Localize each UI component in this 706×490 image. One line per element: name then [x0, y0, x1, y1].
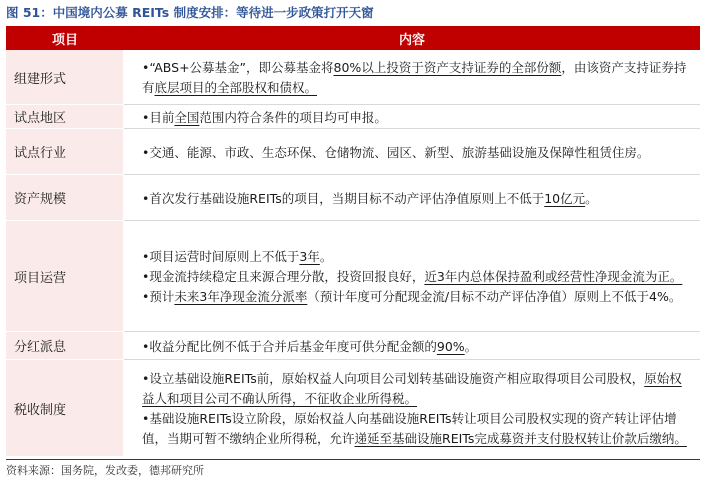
- content-bullet: [142, 189, 688, 209]
- row-label: 项目运营: [6, 221, 124, 332]
- underlined-text: 10亿元: [544, 190, 586, 206]
- content-bullet: [142, 287, 688, 307]
- header-item: 项目: [6, 27, 124, 50]
- content-text: •“ABS+公募基金”，即公募基金将: [142, 60, 334, 75]
- content-text: •设立基础设施REITs前，原始权益人向项目公司划转基础设施资产相应取得项目公司股权，: [142, 371, 645, 386]
- content-text: •项目运营时间原则上不低于: [142, 249, 300, 264]
- figure-title: 图 51：中国境内公募 REITs 制度安排：等待进一步政策打开天窗: [6, 5, 374, 20]
- row-content: [124, 50, 700, 105]
- row-content: [124, 105, 700, 129]
- content-text: •首次发行基础设施REITs的项目，当期目标不动产评估净值原则上不低于: [142, 190, 545, 206]
- content-bullet: [142, 369, 688, 409]
- content-bullet: [142, 143, 688, 163]
- row-label: 资产规模: [6, 175, 124, 221]
- content-text: •交通、能源、市政、生态环保、仓储物流、园区、新型、旅游基础设施及保障性租赁住房。: [142, 144, 650, 160]
- content-text: 。: [464, 338, 478, 354]
- content-bullet: [142, 337, 688, 357]
- content-text: 范围内符合条件的项目均可申报。: [199, 109, 387, 125]
- underlined-text: 3年: [299, 249, 320, 264]
- underlined-text: 全国: [174, 109, 200, 125]
- row-label: 试点地区: [6, 105, 124, 129]
- content-bullet: [142, 267, 688, 287]
- content-text: •基础设施REITs设立阶段，原始权益人向基础设施REITs转让项目公司股权实现的资产转让评估增值，当期可暂不缴纳企业所得税，允许: [142, 411, 677, 446]
- underlined-text: 未来3年净现金流分派率: [174, 289, 308, 304]
- row-content: [124, 221, 700, 332]
- content-text: •目前: [142, 109, 175, 125]
- content-text: 。: [319, 249, 333, 264]
- underlined-text: 90%: [436, 338, 465, 354]
- row-content: [124, 332, 700, 360]
- row-label: 组建形式: [6, 50, 124, 105]
- policy-table: [6, 26, 700, 460]
- row-label: 分红派息: [6, 332, 124, 360]
- underlined-text: 底层项目的全部股权和债权。: [154, 80, 318, 95]
- row-label: 税收制度: [6, 360, 124, 456]
- content-text: •现金流持续稳定且来源合理分散，投资回报良好，: [142, 269, 425, 284]
- underlined-text: 近3年内总体保持盈利或经营性净现金流为正。: [424, 269, 683, 284]
- content-bullet: [142, 247, 688, 267]
- underlined-text: 原始权益人和项目公司不确认所得，不征收企业所得税。: [142, 371, 682, 406]
- content-text: •预计: [142, 289, 175, 304]
- row-label: 试点行业: [6, 129, 124, 175]
- underlined-text: 80%以上投资于资产支持证券的全部份额: [333, 60, 562, 75]
- content-bullet: [142, 409, 688, 449]
- row-content: [124, 360, 700, 456]
- underlined-text: 递延至基础设施REITs完成募资并支付股权转让价款后缴纳。: [354, 431, 687, 446]
- source-note: 资料来源：国务院，发改委，德邦研究所: [6, 464, 204, 477]
- content-text: （预计年度可分配现金流/目标不动产评估净值）原则上不低于4%。: [307, 289, 682, 304]
- header-content: 内容: [124, 27, 700, 50]
- row-content: [124, 175, 700, 221]
- content-text: 。: [585, 190, 598, 206]
- content-bullet: [142, 58, 688, 98]
- row-content: [124, 129, 700, 175]
- content-bullet: [142, 108, 688, 128]
- content-text: ，由该资产支持证券持有: [142, 60, 687, 95]
- content-text: •收益分配比例不低于合并后基金年度可供分配金额的: [142, 338, 437, 354]
